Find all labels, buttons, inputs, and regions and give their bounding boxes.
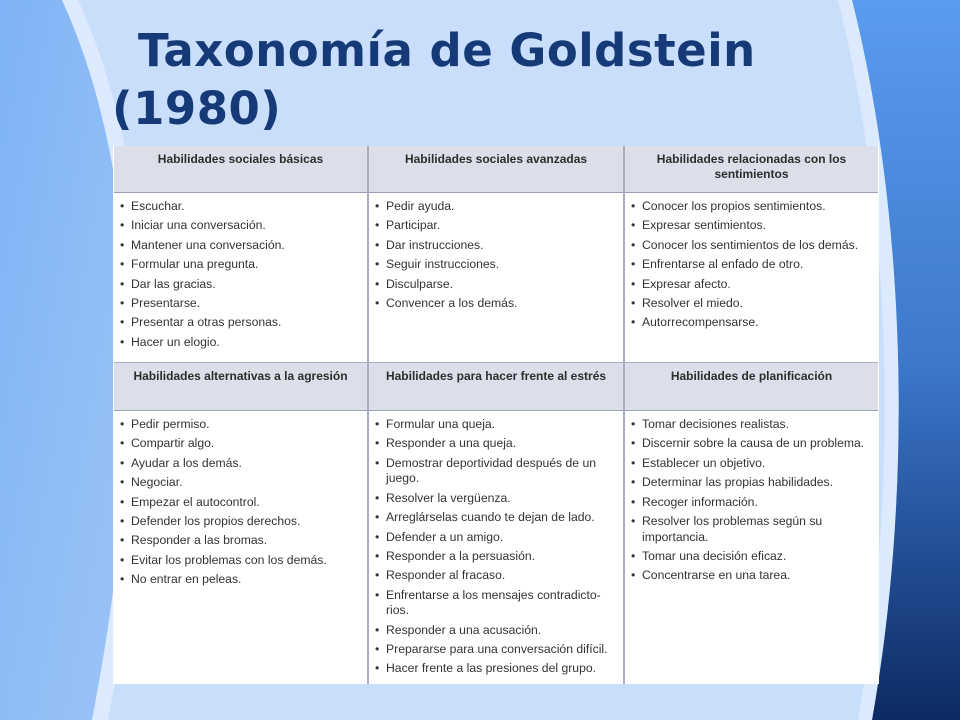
skill-list [375,199,619,312]
list-item: • Iniciar una conversación. [120,218,363,234]
table-header-row [114,363,878,411]
list-item: • Negociar. [120,475,363,491]
skill-list [375,417,619,677]
list-item: • Hacer un elogio. [120,335,363,351]
list-item: • Determinar las propias habilidades. [631,475,874,491]
skill-list [120,199,363,350]
list-item: • Arreglárselas cuando te dejan de lado. [375,510,619,526]
list-item: • No entrar en peleas. [120,572,363,588]
list-item: • Defender los propios derechos. [120,514,363,530]
list-item: • Conocer los sentimientos de los demás. [631,238,874,254]
header-planning-skills: Habilidades de planificación [624,363,878,411]
cell-planning-skills [624,411,878,685]
cell-alternatives-to-aggression [114,411,368,685]
goldstein-table [113,146,879,684]
list-item: • Formular una pregunta. [120,257,363,273]
table-body-row [114,411,878,685]
list-item: • Enfrentarse a los mensajes contradicto-rios. [375,588,619,619]
header-basic-social-skills: Habilidades sociales básicas [114,146,368,193]
list-item: • Convencer a los demás. [375,296,619,312]
list-item: • Disculparse. [375,277,619,293]
list-item: • Mantener una conversación. [120,238,363,254]
list-item: • Prepararse para una conversación difícil. [375,642,619,658]
list-item: • Presentar a otras personas. [120,315,363,331]
header-alternatives-to-aggression: Habilidades alternativas a la agresión [114,363,368,411]
list-item: • Escuchar. [120,199,363,215]
cell-advanced-social-skills [368,193,624,363]
list-item: • Enfrentarse al enfado de otro. [631,257,874,273]
list-item: • Conocer los propios sentimientos. [631,199,874,215]
list-item: • Evitar los problemas con los demás. [120,553,363,569]
header-feelings-skills: Habilidades relacionadas con los sentimientos [624,146,878,193]
list-item: • Responder a la persuasión. [375,549,619,565]
list-item: • Pedir ayuda. [375,199,619,215]
list-item: • Hacer frente a las presiones del grupo. [375,661,619,677]
list-item: • Seguir instrucciones. [375,257,619,273]
list-item: • Participar. [375,218,619,234]
list-item: • Resolver el miedo. [631,296,874,312]
slide-title: Taxonomía de Goldstein (1980) [112,24,756,135]
skill-list [120,417,363,588]
list-item: • Responder a una acusación. [375,623,619,639]
skill-list [631,199,874,331]
list-item: • Dar las gracias. [120,277,363,293]
cell-feelings-skills [624,193,878,363]
list-item: • Discernir sobre la causa de un problema. [631,436,874,452]
list-item: • Tomar una decisión eficaz. [631,549,874,565]
cell-basic-social-skills [114,193,368,363]
list-item: • Concentrarse en una tarea. [631,568,874,584]
list-item: • Ayudar a los demás. [120,456,363,472]
list-item: • Demostrar deportividad después de un juego. [375,456,619,487]
list-item: • Establecer un objetivo. [631,456,874,472]
list-item: • Compartir algo. [120,436,363,452]
table-body-row [114,193,878,363]
table-header-row [114,146,878,193]
list-item: • Expresar afecto. [631,277,874,293]
skill-list [631,417,874,584]
header-advanced-social-skills: Habilidades sociales avanzadas [368,146,624,193]
list-item: • Dar instrucciones. [375,238,619,254]
list-item: • Recoger información. [631,495,874,511]
list-item: • Expresar sentimientos. [631,218,874,234]
list-item: • Defender a un amigo. [375,530,619,546]
list-item: • Resolver la vergüenza. [375,491,619,507]
list-item: • Resolver los problemas según su importancia. [631,514,874,545]
cell-stress-coping-skills [368,411,624,685]
list-item: • Autorrecompensarse. [631,315,874,331]
list-item: • Responder a las bromas. [120,533,363,549]
header-stress-coping-skills: Habilidades para hacer frente al estrés [368,363,624,411]
list-item: • Empezar el autocontrol. [120,495,363,511]
list-item: • Responder al fracaso. [375,568,619,584]
list-item: • Formular una queja. [375,417,619,433]
list-item: • Tomar decisiones realistas. [631,417,874,433]
skills-table [114,146,878,684]
list-item: • Presentarse. [120,296,363,312]
list-item: • Pedir permiso. [120,417,363,433]
list-item: • Responder a una queja. [375,436,619,452]
